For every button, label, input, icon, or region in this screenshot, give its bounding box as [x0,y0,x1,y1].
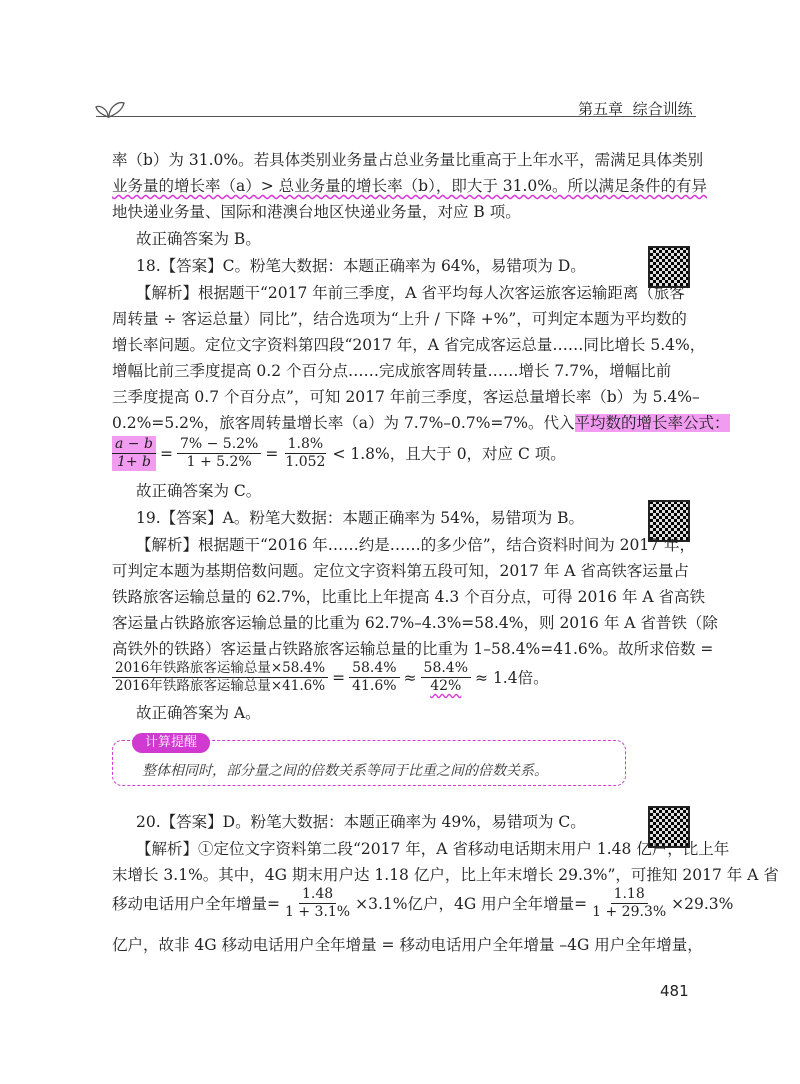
formula-highlight: 平均数的增长率公式： [574,414,730,432]
text-line: 率（b）为 31.0%。若具体类别业务量占总业务量比重高于上年水平，需满足具体类别 [112,151,704,169]
text-line: 客运量占铁路旅客运输总量的比重为 62.7%–4.3%=58.4%，则 2016 年 A 省普铁（除 [112,614,718,632]
text-line: 【解析】根据题干“2016 年……约是……的多少倍”，结合资料时间为 2017 年， [136,536,696,554]
text-line: 增长率问题。定位文字资料第四段“2017 年，A 省完成客运总量……同比增长 5.4%， [112,336,706,354]
q20-formula-line: 移动电话用户全年增量= $\frac{1.48}{1 + 3.1\%}$ ×3.1%亿户，4G 用户全年增量= $\frac{1.18}{1 + 29.3\%}$ ×29.3% [112,886,734,920]
text-line: 三季度提高 0.7 个百分点”，可知 2017 年前三季度，客运总量增长率（b）为 5.4%– [112,388,700,406]
text-line: 高铁外的铁路）客运量占铁路旅客运输总量的比重为 1–58.4%=41.6%。故所求倍数 = [112,640,714,658]
answer-line: 故正确答案为 A。 [136,704,261,722]
text-line: 亿户，故非 4G 移动电话用户全年增量 = 移动电话用户全年增量 –4G 用户全年增量， [112,936,703,954]
fraction: $\frac{1.8\%}{1.052}$ [285,436,326,470]
q19-answer-header: 19.【答案】A。粉笔大数据：本题正确率为 54%，易错项为 B。 [136,509,585,527]
fraction: $\frac{1.18}{1 + 29.3\%}$ [592,886,667,920]
answer-line: 故正确答案为 C。 [136,482,262,500]
q18-answer-header: 18.【答案】C。粉笔大数据：本题正确率为 64%，易错项为 D。 [136,257,586,275]
fraction: $\frac{\text{2016年铁路旅客运输总量×58.4\%}}{\text{2016年铁路旅客运输总量×41.6\%}}$ [112,660,328,695]
fraction: $\frac{58.4\%}{42\%}$ [421,660,471,695]
fraction: $\frac{58.4\%}{41.6\%}$ [349,660,399,695]
qr-code-icon[interactable] [648,246,690,288]
calc-tip-text: 整体相同时，部分量之间的倍数关系等同于比重之间的倍数关系。 [142,763,548,779]
text-line: 【解析】根据题干“2017 年前三季度，A 省平均每人次客运旅客运输距离（旅客 [136,284,685,302]
fraction: $\frac{a - b}{1+ b}$ [112,436,156,471]
text-line: 周转量 ÷ 客运总量）同比”，结合选项为“上升 / 下降 +%”，可判定本题为平均数的 [112,310,687,328]
q19-formula: $\frac{\text{2016年铁路旅客运输总量×58.4\%}}{\text{2016年铁路旅客运输总量×41.6\%}}$ = $\frac{58.4\%}{41.6\%}$ ≈ $\frac{58.4\%}{42\%}$ ≈ 1.4倍。 [112,660,549,695]
fraction: $\frac{1.48}{1 + 3.1\%}$ [285,886,351,920]
chapter-label: 第五章 综合训练 [578,100,693,118]
calc-tip-label: 计算提醒 [132,733,210,753]
fraction: $\frac{7\% - 5.2\%}{1 + 5.2\%}$ [177,436,261,471]
text-line: 0.2%=5.2%，旅客周转量增长率（a）为 7.7%–0.7%=7%。代入平均数的增长率公式： [112,414,730,432]
text-line: 末增长 3.1%。其中，4G 期末用户达 1.18 亿户，比上年末增长 29.3%”，可推知 2017 年 A 省 [112,866,779,884]
page-number: 481 [660,982,689,1000]
text-line: 增幅比前三季度提高 0.2 个百分点……完成旅客周转量……增长 7.7%，增幅比前 [112,362,672,380]
q18-formula: $\frac{a - b}{1+ b}$ = $\frac{7\% - 5.2\%}{1 + 5.2\%}$ = $\frac{1.8\%}{1.052}$ < 1.8%，且大于 0，对应 C 项。 [112,436,566,471]
text-line: 【解析】①定位文字资料第二段“2017 年，A 省移动电话期末用户 1.48 亿户，比上年 [136,840,730,858]
text-line: 铁路旅客运输总量的 62.7%，比重比上年提高 4.3 个百分点，可得 2016 年 A 省高铁 [112,588,706,606]
answer-line: 故正确答案为 B。 [136,230,261,248]
text-line: 业务量的增长率（a）> 总业务量的增长率（b），即大于 31.0%。所以满足条件的有异 [112,177,707,195]
text-line: 地快递业务量、国际和港澳台地区快递业务量，对应 B 项。 [112,203,521,221]
text-line: 可判定本题为基期倍数问题。定位文字资料第五段可知，2017 年 A 省高铁客运量占 [112,562,689,580]
q20-answer-header: 20.【答案】D。粉笔大数据：本题正确率为 49%，易错项为 C。 [136,813,586,831]
